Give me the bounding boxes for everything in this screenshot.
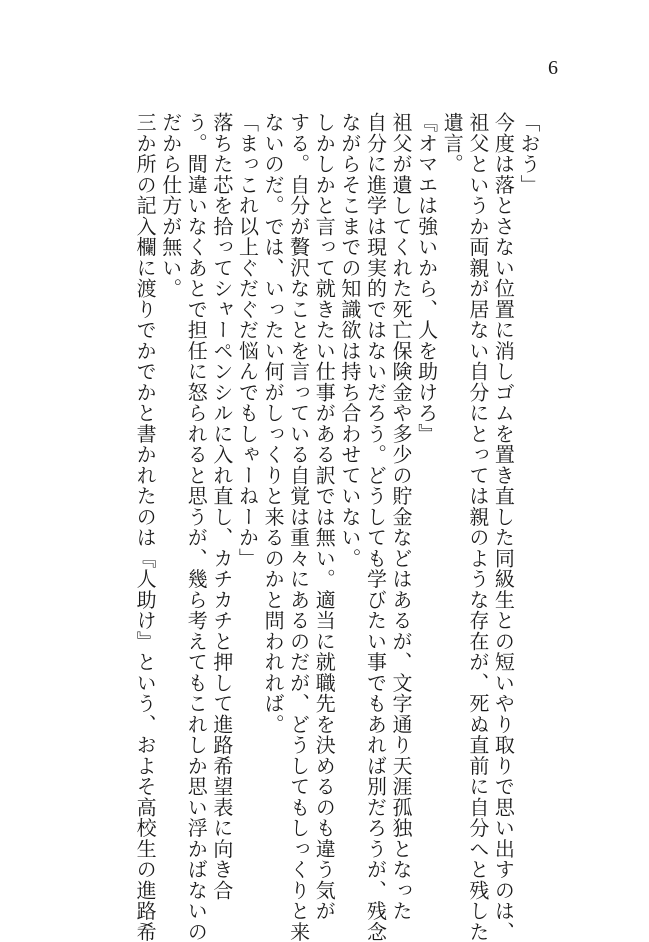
text-line: 今度は落とさない位置に消しゴムを置き直した同級生との短いやり取りで思い出すのは、: [491, 112, 516, 942]
text-line: しかしかと言って就きたい仕事がある訳では無い。適当に就職先を決めるのも違う気が: [312, 112, 337, 922]
text-line: 遺言。: [440, 112, 465, 175]
text-line: 三か所の記入欄に渡りでかでかと書かれたのは『人助け』という、およそ高校生の進路希: [133, 112, 158, 942]
text-line: 「まっこれ以上ぐだぐだ悩んでもしゃーねーか」: [235, 112, 260, 569]
text-line: 落ちた芯を拾ってシャーペンシルに入れ直し、カチカチと押して進路希望表に向き合: [209, 112, 234, 901]
text-line: だから仕方が無い。: [158, 112, 183, 299]
text-line: 祖父というか両親が居ない自分にとっては親のような存在が、死ぬ直前に自分へと残した: [465, 112, 490, 942]
text-line: 「おう」: [517, 112, 541, 195]
text-line: する。自分が贅沢なことを言っている自覚は重々にあるのだが、どうしてもしっくりと来: [286, 112, 311, 942]
text-line: ながらそこまでの知識欲は持ち合わせていない。: [337, 112, 362, 569]
text-line: ないのだ。では、いったい何がしっくりと来るのかと問われれば。: [261, 112, 286, 735]
text-line: 自分に進学は現実的ではないだろう。どうしても学びたい事でもあれば別だろうが、残念: [363, 112, 388, 942]
text-line: 祖父が遺してくれた死亡保険金や多少の貯金などはあるが、文字通り天涯孤独となった: [389, 112, 414, 922]
text-line: 『オマエは強いから、人を助けろ』: [414, 112, 439, 444]
page-number: 6: [548, 57, 558, 79]
body-text: [132, 112, 542, 942]
text-line: う。間違いなくあとで担任に怒られると思うが、幾ら考えてもこれしか思い浮かばないの: [184, 112, 209, 942]
